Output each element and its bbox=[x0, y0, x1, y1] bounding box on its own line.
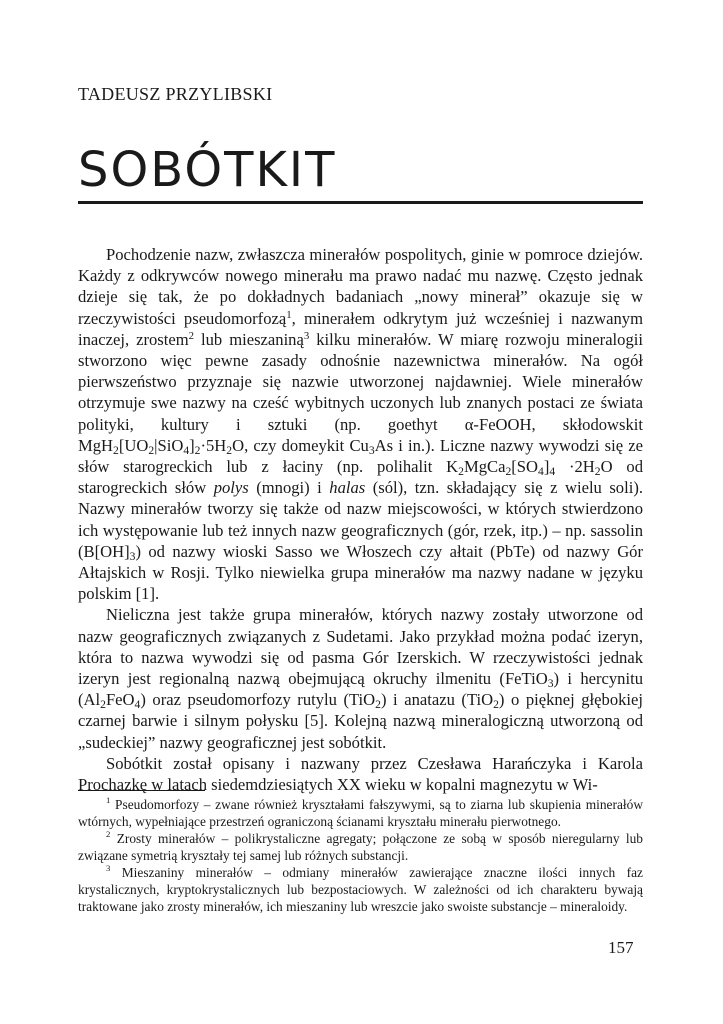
footnote-marker: 2 bbox=[106, 829, 111, 839]
subscript: 2 bbox=[100, 698, 106, 712]
body-paragraph: Sobótkit został opisany i nazwany przez Czesława Harańczyka i Karola Prochazkę w latach siedemdziesiątych XX wieku w kopalni magnezytu w Wi- bbox=[78, 753, 643, 795]
subscript: 2 bbox=[113, 443, 119, 457]
italic-term: polys bbox=[213, 478, 249, 498]
subscript: 2 bbox=[226, 443, 233, 457]
footnotes bbox=[78, 796, 643, 915]
title-rule bbox=[78, 201, 643, 204]
body-paragraph: Nieliczna jest także grupa minerałów, których nazwy zostały utworzone od nazw geograficznych związanych z Sudetami. Jako przykład można podać izeryn, która to nazwa wywodzi się od pasma Gór Izerskich. W rzeczywistości jednak izeryn jest regionalną nazwą obejmującą okruchy ilmenitu (FeTiO$_3$) i hercynitu $(Al_2FeO_4)$ oraz pseudomorfozy rutylu (TiO$_2$) i anatazu (TiO$_2$) o pięknej głębokiej czarnej barwie i silnym połysku [5]. Kolejną nazwą mineralogiczną utworzoną od „sudeckiej” nazwy geograficznej jest sobótkit. bbox=[78, 605, 643, 752]
footnote-marker: 1 bbox=[286, 308, 292, 321]
subscript: 2 bbox=[194, 443, 201, 457]
subscript: 3 bbox=[547, 677, 554, 691]
footnote-marker: 3 bbox=[106, 863, 111, 873]
footnote: $^1$ Pseudomorfozy – zwane również kryształami fałszywymi, są to ziarna lub skupienia minerałów wtórnych, wypełniające przestrzeń ograniczoną ścianami kryształu minerału pierwotnego. bbox=[78, 795, 643, 829]
subscript: 2 bbox=[594, 465, 601, 479]
footnote-separator bbox=[78, 790, 205, 791]
author-name: TADEUSZ PRZYLIBSKI bbox=[78, 84, 273, 104]
subscript: 2 bbox=[148, 443, 155, 457]
subscript: 2 bbox=[493, 698, 499, 712]
subscript: 3 bbox=[368, 443, 375, 457]
footnote-marker: 1 bbox=[106, 795, 111, 805]
article-title: SOBÓTKIT bbox=[78, 142, 337, 198]
footnote: $^3$ Mieszaniny minerałów – odmiany minerałów zawierające znaczne ilości innych faz krystalicznych, kryptokrystalicznych lub bezpostaciowych. W zależności od ich charakteru bywają traktowane jako zrosty minerałów, ich mieszaniny lub wreszcie jako swoiste substancje – mineraloidy. bbox=[78, 863, 643, 914]
page-number: 157 bbox=[608, 938, 634, 957]
subscript: 4 bbox=[183, 443, 190, 457]
footnote: $^2$ Zrosty minerałów – polikrystaliczne agregaty; połączone ze sobą w sposób nieregularny lub związane symetrią kryształy tej samej lub różnych substancji. bbox=[78, 829, 643, 863]
subscript: 4 bbox=[549, 465, 556, 479]
footnote-marker: 3 bbox=[303, 329, 310, 342]
subscript: 2 bbox=[505, 465, 512, 479]
subscript: 4 bbox=[134, 698, 141, 712]
article-body bbox=[78, 244, 643, 795]
italic-term: halas bbox=[329, 478, 366, 498]
subscript: 3 bbox=[129, 549, 136, 563]
body-paragraph: Pochodzenie nazw, zwłaszcza minerałów pospolitych, ginie w pomroce dziejów. Każdy z odkrywców nowego minerału ma prawo nadać mu nazwę. Często jednak dzieje się tak, że po dokładnych badaniach „nowy minerał” okazuje się w rzeczywistości pseudomorfozą$^1$, minerałem odkrytym już wcześniej i nazwanym inaczej, zrostem$^2$ lub mieszaniną$^3$ kilku minerałów. W miarę rozwoju mineralogii stworzono więc pewne zasady odnośnie nazewnictwa minerałów. Na ogół pierwszeństwo przyznaje się nazwie utworzonej najdawniej. Wiele minerałów otrzymuje swe nazwy na cześć wybitnych uczonych lub znanych postaci ze świata polityki, kultury i sztuki (np. goethyt α-FeOOH, skłodowskit $MgH_2[UO_2|SiO_4]_2\cdot 5H_2O$, czy domeykit $Cu_3As$ i in.). Liczne nazwy wywodzi się ze słów starogreckich lub z łaciny (np. polihalit $K_2MgCa_2[SO_4]_4 \cdot 2H_2O$ od starogreckich słów polys (mnogi) i halas (sól), tzn. składający się z wielu soli). Nazwy minerałów tworzy się także od nazw miejscowości, w których stwierdzono ich występowanie lub też innych nazw geograficznych (gór, rzek, itp.) – np. sassolin $(B[OH]_3)$ od nazwy wioski Sasso we Włoszech czy ałtait (PbTe) od nazwy Gór Ałtajskich w Rosji. Tylko niewielka grupa minerałów ma nazwy nadane w języku polskim [1]. bbox=[78, 245, 643, 604]
footnote-marker: 2 bbox=[188, 329, 195, 342]
subscript: 2 bbox=[458, 465, 464, 479]
subscript: 2 bbox=[375, 698, 381, 712]
subscript: 4 bbox=[538, 465, 544, 479]
